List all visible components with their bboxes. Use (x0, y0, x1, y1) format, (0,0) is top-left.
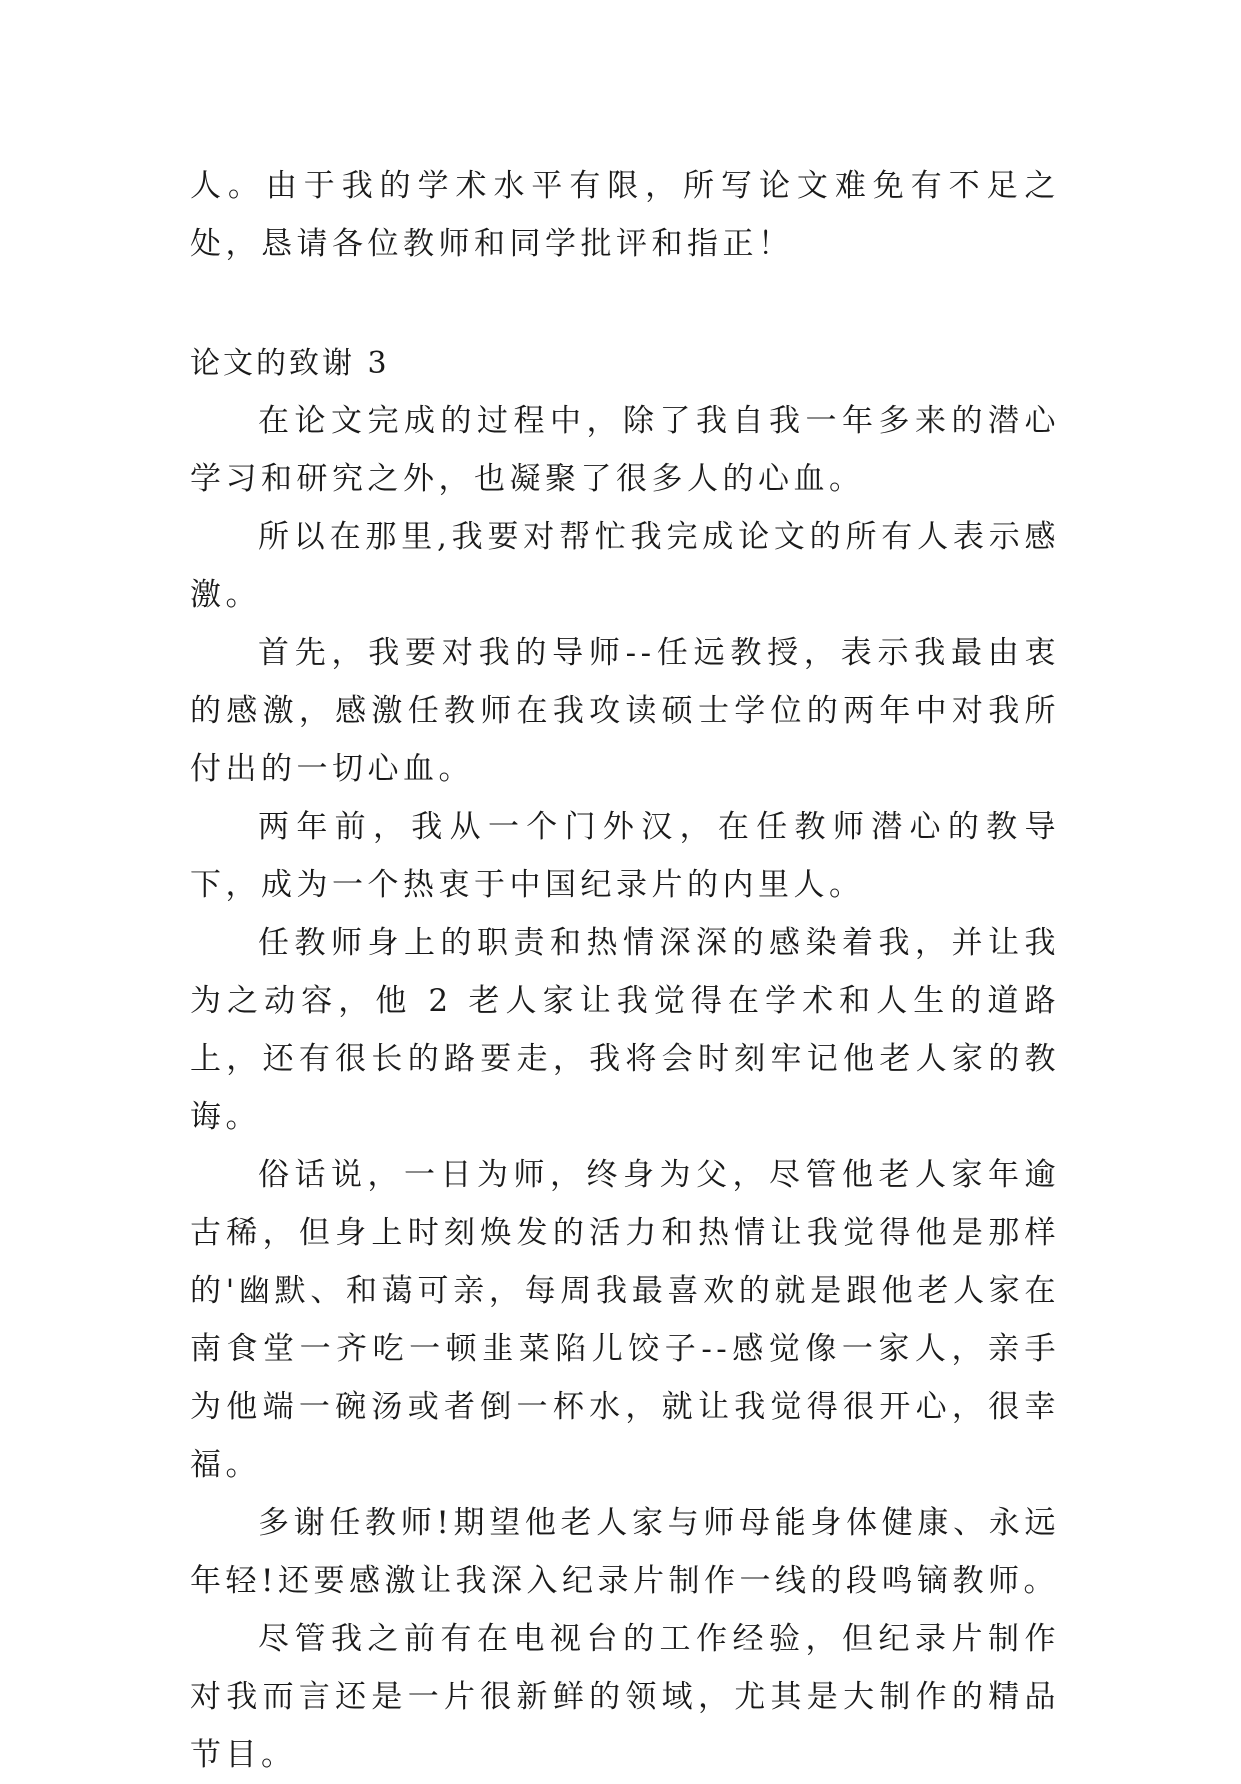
section-heading: 论文的致谢 3 (190, 346, 390, 381)
section-body (190, 392, 1060, 1784)
body-paragraph: 俗话说，一日为师，终身为父，尽管他老人家年逾古稀，但身上时刻焕发的活力和热情让我觉得他是那样的'幽默、和蔼可亲，每周我最喜欢的就是跟他老人家在南食堂一齐吃一顿韭菜陷儿饺子--感觉像一家人，亲手为他端一碗汤或者倒一杯水，就让我觉得很开心，很幸福。 (190, 1157, 1060, 1483)
body-paragraph: 尽管我之前有在电视台的工作经验，但纪录片制作对我而言还是一片很新鲜的领域，尤其是大制作的精品节目。 (190, 1621, 1060, 1773)
body-paragraph: 任教师身上的职责和热情深深的感染着我，并让我为之动容，他 2 老人家让我觉得在学术和人生的道路上，还有很长的路要走，我将会时刻牢记他老人家的教诲。 (190, 925, 1060, 1135)
intro-section (190, 157, 1060, 273)
body-paragraph: 所以在那里,我要对帮忙我完成论文的所有人表示感激。 (190, 519, 1060, 613)
body-paragraph: 在论文完成的过程中，除了我自我一年多来的潜心学习和研究之外，也凝聚了很多人的心血。 (190, 403, 1060, 497)
body-paragraph: 首先，我要对我的导师--任远教授，表示我最由衷的感激，感激任教师在我攻读硕士学位的两年中对我所付出的一切心血。 (190, 635, 1060, 787)
section-heading-block (190, 335, 1060, 393)
body-paragraph: 多谢任教师!期望他老人家与师母能身体健康、永远年轻!还要感激让我深入纪录片制作一线的段鸣镝教师。 (190, 1505, 1060, 1599)
intro-paragraph: 人。由于我的学术水平有限，所写论文难免有不足之处，恳请各位教师和同学批评和指正！ (190, 168, 1060, 262)
body-paragraph: 两年前，我从一个门外汉，在任教师潜心的教导下，成为一个热衷于中国纪录片的内里人。 (190, 809, 1060, 903)
